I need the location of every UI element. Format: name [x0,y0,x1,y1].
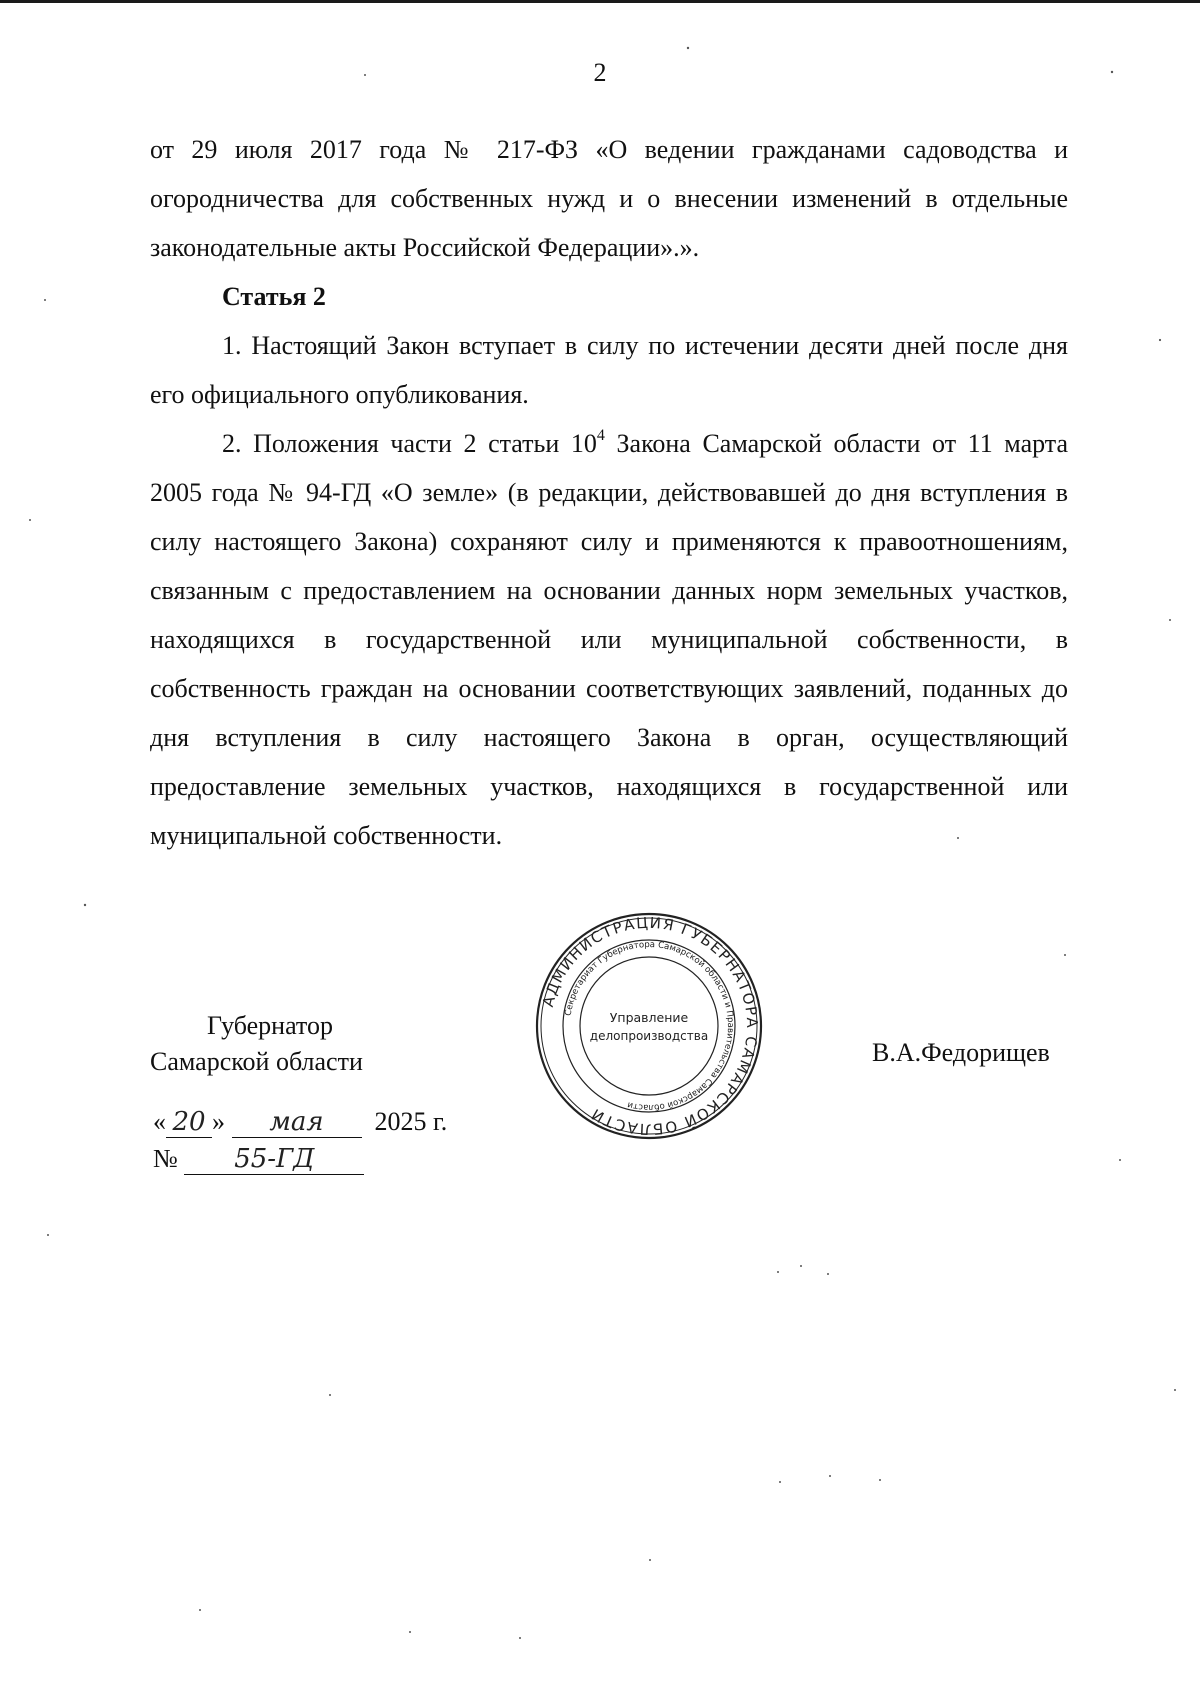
seal-outer-text: АДМИНИСТРАЦИЯ ГУБЕРНАТОРА САМАРСКОЙ ОБЛАСТИ [538,913,762,1139]
page-number: 2 [593,58,607,87]
date-open-quote: « [153,1107,166,1136]
paragraph-item-1: 1. Настоящий Закон вступает в силу по истечении десяти дней после дня его официального опубликования. [150,331,1068,409]
governor-title-line2: Самарской области [150,1047,363,1076]
scan-top-border [0,0,1200,3]
seal-center-line2: делопроизводства [589,1029,709,1043]
item-2-text-start: 2. Положения части 2 статьи 10 [222,429,597,458]
seal-ring-text: Секретариат Губернатора Самарской области и Правительства Самарской области [563,939,736,1113]
law-number [153,1144,364,1175]
governor-title-line1: Губернатор [207,1011,333,1040]
item-2-text-rest: Закона Самарской области от 11 марта 2005 года № 94-ГД «О земле» (в редакции, действовавшей до дня вступления в силу настоящего Закона) сохраняют силу и применяются к правоотношениям, связанным с предоставлением на основании данных норм земельных участков, находящихся в государственной или муниципальной собственности, в собственность граждан на основании соответствующих заявлений, поданных до дня вступления в силу настоящего Закона в орган, осуществляющий предоставление земельных участков, находящихся в государственной или муниципальной собственности. [150,429,1068,850]
governor-title [150,1008,390,1080]
document-body [150,125,1068,860]
seal-center-line1: Управление [609,1010,689,1025]
signing-date [153,1104,447,1140]
law-number-handwritten: 55-ГД [184,1144,364,1175]
number-sign: № [153,1144,178,1173]
paragraph-continuation: от 29 июля 2017 года № 217-ФЗ «О ведении гражданами садоводства и огородничества для собственных нужд и о внесении изменений в отдельные законодательные акты Российской Федерации».». [150,135,1068,262]
date-month-handwritten: мая [232,1107,362,1138]
article-heading: Статья 2 [222,282,326,311]
date-day-handwritten: 20 [166,1107,212,1138]
official-seal-stamp [535,912,763,1140]
date-year: 2025 г. [374,1107,448,1136]
article-superscript: 4 [596,427,605,444]
date-close-quote: » [212,1107,225,1136]
paragraph-item-2 [150,419,1068,860]
signer-name: В.А.Федорищев [872,1038,1050,1067]
